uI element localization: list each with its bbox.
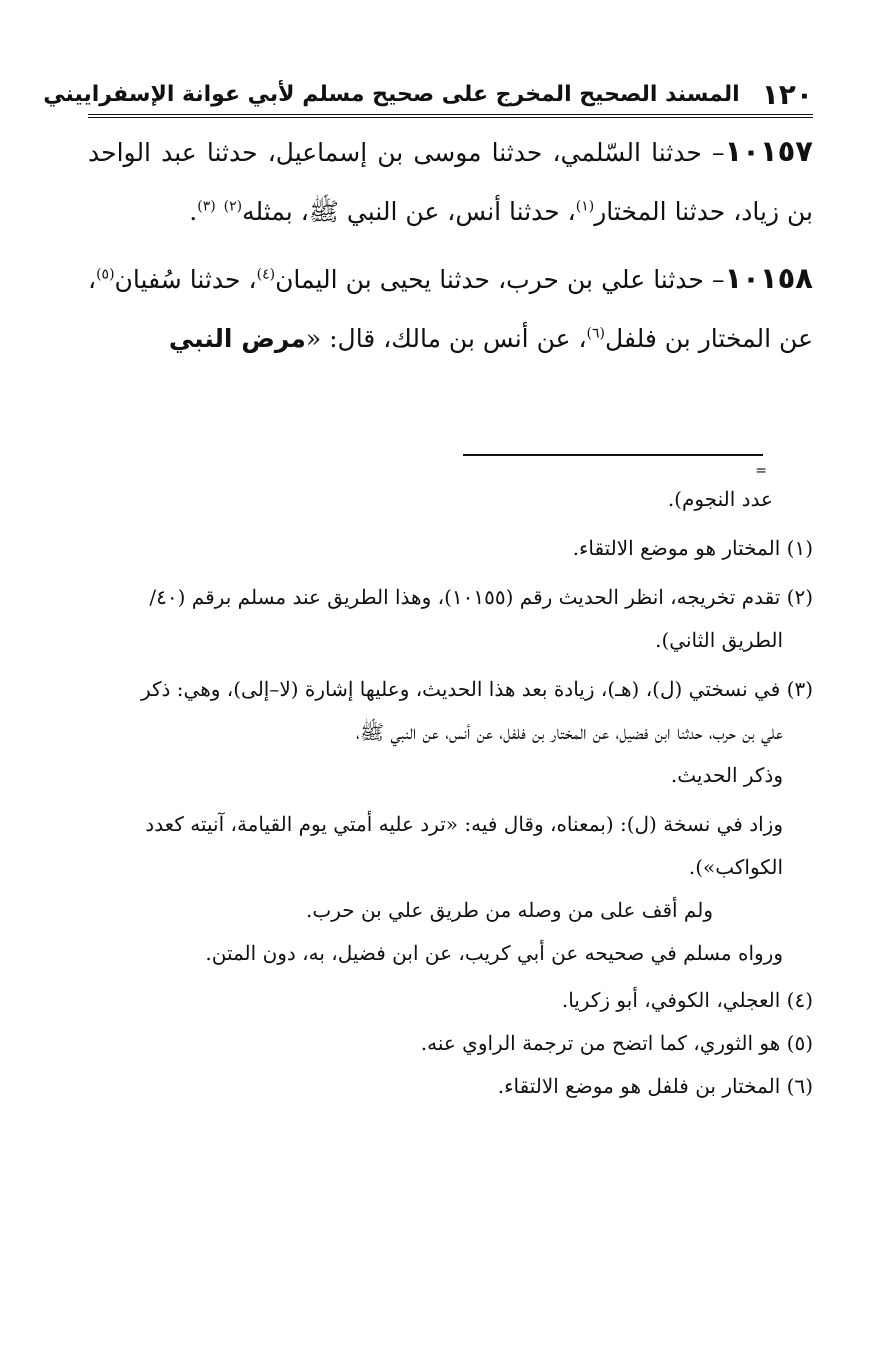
page-number: ١٢٠ xyxy=(761,77,813,111)
footnote-3-line-6: ولم أقف على من وصله من طريق علي بن حرب. xyxy=(306,898,713,922)
footnote-separator xyxy=(463,454,763,456)
header-rule xyxy=(88,114,813,118)
hadith-bold-text: مرض النبي xyxy=(168,324,306,353)
footnote-1: (١) المختار هو موضع الالتقاء. xyxy=(572,536,813,560)
footnote-3-line-7: ورواه مسلم في صحيحه عن أبي كريب، عن ابن فضيل، به، دون المتن. xyxy=(205,941,783,965)
hadith-text: ، عن المختار بن فلفل xyxy=(88,265,813,353)
hadith-text: . xyxy=(189,197,198,226)
main-text xyxy=(88,122,813,376)
continuation-mark: = xyxy=(755,463,767,479)
hadith-text: حدثنا السّلمي، حدثنا موسى بن إسماعيل، حدثنا عبد الواحد بن زياد، حدثنا المختار xyxy=(88,138,813,226)
footnote-3-line-4: وزاد في نسخة (ل): (بمعناه، وقال فيه: «ترد عليه أمتي يوم القيامة، آنيته كعدد xyxy=(145,812,783,836)
footnote-6: (٦) المختار بن فلفل هو موضع الالتقاء. xyxy=(497,1074,813,1098)
hadith-10157 xyxy=(88,122,813,241)
footnote-2 xyxy=(88,576,813,662)
hadith-text: حدثنا علي بن حرب، حدثنا يحيى بن اليمان xyxy=(275,265,704,294)
footnote-3-line-2: علي بن حرب، حدثنا ابن فضيل، عن المختار بن فلفل، عن أنس، عن النبي ﷺ، xyxy=(356,720,783,744)
footnote-ref[interactable]: (٣) xyxy=(197,198,216,215)
footnote-ref[interactable]: (٤) xyxy=(256,266,276,283)
running-title: المسند الصحيح المخرج على صحيح مسلم لأبي عوانة الإسفراييني xyxy=(43,81,740,107)
footnote-3 xyxy=(88,668,813,975)
footnote-ref[interactable]: (١) xyxy=(575,198,595,215)
footnote-5: (٥) هو الثوري، كما اتضح من ترجمة الراوي عنه. xyxy=(420,1031,813,1055)
hadith-number: ١٠١٥٧ xyxy=(724,134,813,168)
footnote-3-line-5: الكواكب»). xyxy=(688,855,783,879)
footnote-continuation: عدد النجوم). xyxy=(667,487,773,511)
footnote-2-line-2: الطريق الثاني). xyxy=(655,628,783,652)
hadith-dash: – xyxy=(711,265,725,294)
footnote-ref[interactable]: (٢) xyxy=(223,198,243,215)
footnote-4: (٤) العجلي، الكوفي، أبو زكريا. xyxy=(561,988,813,1012)
hadith-10158 xyxy=(88,249,813,368)
footnote-3-line-3: وذكر الحديث. xyxy=(670,763,783,787)
hadith-dash: – xyxy=(711,138,725,167)
hadith-text: ، حدثنا أنس، عن النبي ﷺ، بمثله xyxy=(242,197,576,226)
running-header xyxy=(43,74,813,114)
footnotes xyxy=(88,478,813,1108)
footnote-3-line-1: (٣) في نسختي (ل)، (هـ)، زيادة بعد هذا الحديث، وعليها إشارة (لا–إلى)، وهي: ذكر xyxy=(140,677,813,701)
hadith-number: ١٠١٥٨ xyxy=(724,261,813,295)
hadith-text: ، عن أنس بن مالك، قال: « xyxy=(305,324,587,353)
footnote-2-line-1: (٢) تقدم تخريجه، انظر الحديث رقم (١٠١٥٥)، وهذا الطريق عند مسلم برقم (٤٠/ xyxy=(149,585,813,609)
footnote-ref[interactable]: (٦) xyxy=(586,325,606,342)
hadith-text: ، حدثنا سُفيان xyxy=(114,265,257,294)
footnote-ref[interactable]: (٥) xyxy=(96,266,115,283)
